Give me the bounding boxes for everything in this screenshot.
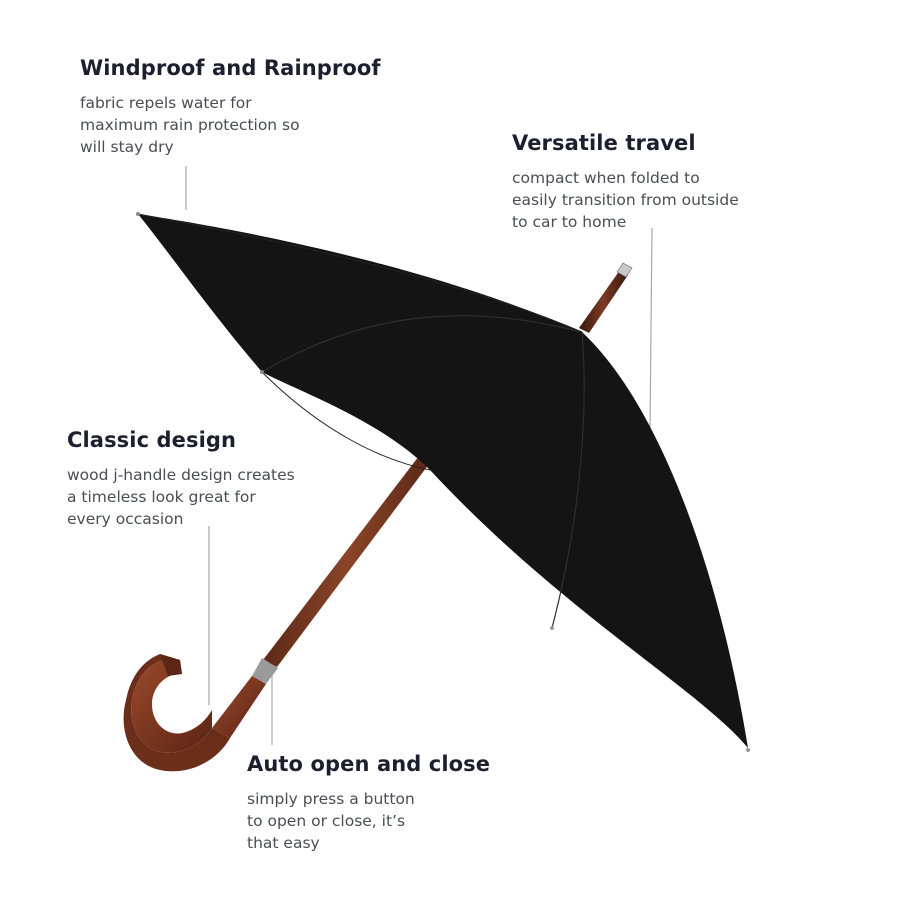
feature-versatile-travel xyxy=(512,131,812,233)
feature-classic-description xyxy=(67,464,367,530)
feature-auto-line-3: that easy xyxy=(247,834,320,852)
feature-travel-line-1: compact when folded to xyxy=(512,169,700,187)
feature-auto-line-1: simply press a button xyxy=(247,790,415,808)
umbrella-top-tip xyxy=(579,263,632,333)
feature-travel-description xyxy=(512,167,812,233)
feature-classic-design xyxy=(67,428,367,530)
feature-windproof xyxy=(80,56,440,158)
feature-windproof-line-2: maximum rain protection so xyxy=(80,116,300,134)
feature-travel-line-3: to car to home xyxy=(512,213,627,231)
feature-classic-line-1: wood j-handle design creates xyxy=(67,466,295,484)
feature-travel-line-2: easily transition from outside xyxy=(512,191,739,209)
feature-classic-line-3: every occasion xyxy=(67,510,184,528)
feature-windproof-line-1: fabric repels water for xyxy=(80,94,252,112)
feature-auto-title: Auto open and close xyxy=(247,752,491,776)
feature-classic-title: Classic design xyxy=(67,428,237,452)
feature-windproof-line-3: will stay dry xyxy=(80,138,174,156)
feature-classic-line-2: a timeless look great for xyxy=(67,488,256,506)
feature-auto-open-close xyxy=(247,752,567,854)
feature-auto-description xyxy=(247,788,567,854)
feature-windproof-description xyxy=(80,92,440,158)
feature-auto-line-2: to open or close, it’s xyxy=(247,812,406,830)
feature-windproof-title: Windproof and Rainproof xyxy=(80,56,381,80)
feature-travel-title: Versatile travel xyxy=(512,131,696,155)
leader-line-travel xyxy=(650,228,652,430)
